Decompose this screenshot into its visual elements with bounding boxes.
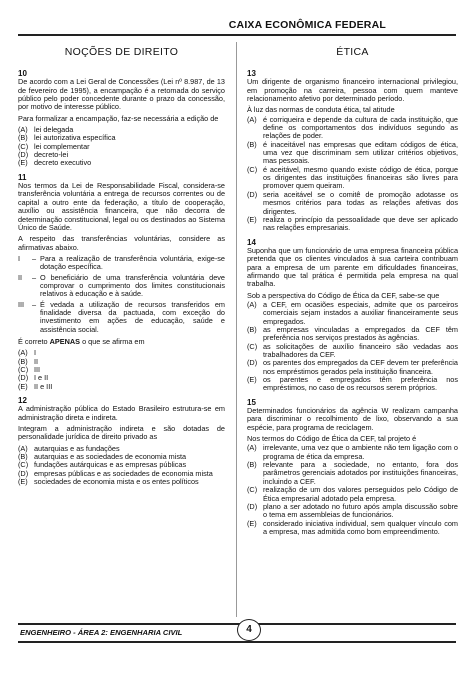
question-prompt: A respeito das transferências voluntárias, considere as afirmativas abaixo. [18, 234, 225, 252]
option-a[interactable]: (A) a CEF, em ocasiões especiais, admite que os parceiros comerciais sejam instados a auxiliar financeiramente seus empregados. [247, 299, 458, 326]
option-d[interactable]: (D) I e II [18, 373, 49, 383]
question-number: 10 [18, 69, 27, 78]
question-number: 12 [18, 396, 27, 406]
option-e[interactable]: (E) realiza o princípio da pessoalidade que deve ser aplicado nas relações empresariais. [247, 214, 458, 233]
option-c[interactable]: (C) fundações autárquicas e as empresas públicas [18, 460, 187, 470]
option-b[interactable]: (B) II [18, 356, 39, 366]
option-a[interactable]: (A) é corriqueira e depende da cultura de cada instituição, que define os comportamentos dos indivíduos segundo as relações de poder. [247, 114, 458, 141]
option-c[interactable]: (C) III [18, 365, 41, 374]
option-e[interactable]: (E) os parentes e empregados têm preferência nos empréstimos, no caso de os recursos serem próprios. [247, 375, 458, 393]
question-instruction: É correto APENAS o que se afirma em [18, 336, 145, 346]
option-a[interactable]: (A) irrelevante, uma vez que o ambiente não tem ligação com o programa de ética da empresa. [247, 443, 458, 461]
page-number: 4 [237, 619, 261, 641]
statement-i: I – Para a realização de transferência voluntária, exige-se dotação específica. [18, 253, 225, 272]
question-number: 15 [247, 397, 256, 407]
statement-iii: III – É vedada a utilização de recursos transferidos em finalidade diversa da pactuada, com exceção do investimento em ações de educação, saúde e assistência social. [18, 299, 225, 334]
option-b[interactable]: (B) é inaceitável nas empresas que editam códigos de ética, uma vez que discriminam sem utilizar critérios objetivos, mas pessoais. [247, 139, 458, 166]
right-column [247, 44, 458, 536]
question-prompt: Integram a administração indireta e são dotadas de personalidade jurídica de direito privado as [18, 424, 225, 442]
option-e[interactable]: (E) decreto executivo [18, 158, 92, 168]
option-e[interactable]: (E) sociedades de economia mista e os entes políticos [18, 477, 199, 487]
option-e[interactable]: (E) II e III [18, 381, 53, 391]
question-10 [18, 70, 225, 168]
question-prompt: Sob a perspectiva do Código de Ética da CEF, sabe-se que [247, 290, 440, 300]
question-text: De acordo com a Lei Geral de Concessões (Lei nº 8.987, de 13 de fevereiro de 1995), a encampação é a retomada do serviço público pelo poder concedente durante o prazo da concessão, por motivo de interesse público. [18, 77, 225, 112]
question-text: Suponha que um funcionário de uma empresa financeira pública pretenda que os clientes vinculados à sua carteira contribuam para a empresa de um parente em dificuldades financeiras, afirmando que tal prática é permitida pela empresa na qual trabalha. [247, 245, 458, 289]
page-footer [18, 623, 456, 643]
option-a[interactable]: (A) autarquias e as fundações [18, 443, 120, 453]
question-number: 11 [18, 172, 27, 182]
question-text: A administração pública do Estado Brasileiro estrutura-se em administração direta e indireta. [18, 404, 225, 422]
option-d[interactable]: (D) empresas públicas e as sociedades de economia mista [18, 468, 213, 478]
option-a[interactable]: (A) lei delegada [18, 125, 74, 135]
option-d[interactable]: (D) seria aceitável se o comitê de promoção adotasse os mesmos critérios para todas as relações afetivas dos dirigentes. [247, 189, 458, 216]
question-13 [247, 70, 458, 233]
question-text: Determinados funcionários da agência W realizam campanha para discriminar o recolhimento de lixo, observando a sua espécie, para programa de reciclagem. [247, 406, 458, 432]
question-15 [247, 399, 458, 537]
question-text: Nos termos da Lei de Responsabilidade Fiscal, considera-se transferência voluntária a entrega de recursos correntes ou de capital a outro ente da federação, a título de cooperação, auxílio ou assistência financeira, que não decorra de determinação constitucional, legal ou os destinados ao Sistema Único de Saúde. [18, 181, 225, 232]
option-b[interactable]: (B) autarquias e as sociedades de economia mista [18, 452, 187, 462]
option-d[interactable]: (D) decreto-lei [18, 150, 69, 160]
question-12 [18, 397, 225, 486]
option-c[interactable]: (C) realização de um dos valores perseguidos pelo Código de Ética empresarial adotado pela empresa. [247, 485, 458, 503]
header-title: CAIXA ECONÔMICA FEDERAL [228, 19, 386, 31]
option-b[interactable]: (B) lei autorizativa específica [18, 133, 116, 143]
column-divider [236, 42, 237, 617]
question-prompt: À luz das normas de conduta ética, tal atitude [247, 105, 395, 115]
option-a[interactable]: (A) I [18, 348, 37, 358]
option-b[interactable]: (B) relevante para a sociedade, no entanto, fora dos parâmetros gerenciais adotados por instituições financeiras, incluindo a CEF. [247, 460, 458, 486]
question-prompt: Nos termos do Código de Ética da CEF, tal projeto é [247, 434, 417, 444]
option-c[interactable]: (C) lei complementar [18, 141, 90, 151]
option-e[interactable]: (E) considerado iniciativa individual, sem qualquer vínculo com a empresa, mas admitida como bom empreendimento. [247, 518, 458, 536]
question-prompt: Para formalizar a encampação, faz-se necessária a edição de [18, 113, 219, 123]
question-text: Um dirigente de organismo financeiro internacional privilegiou, em promoção na carreira, pessoa com quem manteve relacionamento afetivo por determinado período. [247, 77, 458, 104]
option-c[interactable]: (C) é aceitável, mesmo quando existe código de ética, porque os dirigentes das instituições financeiras são livres para promover quem queiram. [247, 164, 458, 191]
left-column [18, 44, 225, 486]
option-b[interactable]: (B) as empresas vinculadas a empregados da CEF têm preferência nos serviços prestados às agências. [247, 324, 458, 343]
question-number: 13 [247, 69, 256, 78]
question-14 [247, 239, 458, 393]
footer-exam-title: ENGENHEIRO - ÁREA 2: ENGENHARIA CIVIL [20, 628, 183, 637]
statement-ii: II – O beneficiário de uma transferência voluntária deve comprovar o cumprimento dos limites constitucionais relativos à educação e à saúde. [18, 272, 225, 299]
section-title-direito: NOÇÕES DE DIREITO [64, 46, 179, 58]
option-c[interactable]: (C) as solicitações de auxílio financeiro são vedadas aos trabalhadores da CEF. [247, 341, 458, 359]
question-number: 14 [247, 237, 256, 247]
page-header [18, 18, 456, 36]
option-d[interactable]: (D) plano a ser adotado no futuro após ampla discussão sobre o tema em assembleias de funcionários. [247, 501, 458, 520]
option-d[interactable]: (D) os parentes dos empregados da CEF devem ter preferência nos empréstimos gerados pela instituição financeira. [247, 358, 458, 376]
question-11 [18, 174, 225, 391]
section-title-etica: ÉTICA [336, 46, 369, 58]
